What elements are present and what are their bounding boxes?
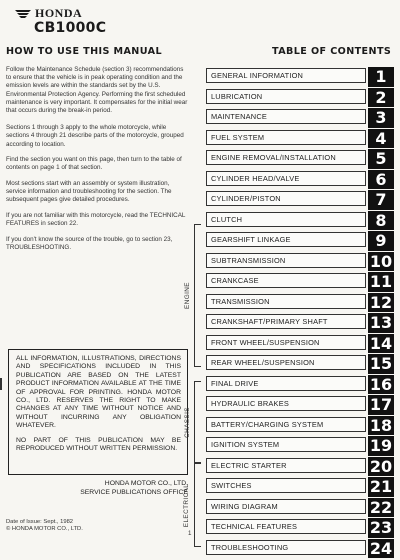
toc-item[interactable]	[206, 273, 394, 294]
toc-item-number[interactable]: 9	[368, 231, 394, 251]
toc-item-number[interactable]: 1	[368, 67, 394, 87]
publisher-office: SERVICE PUBLICATIONS OFFICE	[6, 489, 188, 498]
toc-item[interactable]	[206, 89, 394, 110]
toc-item-label[interactable]: ENGINE REMOVAL/INSTALLATION	[206, 150, 366, 165]
toc-item-label[interactable]: GEARSHIFT LINKAGE	[206, 232, 366, 247]
toc-item[interactable]	[206, 68, 394, 89]
how-to-paragraph: Follow the Maintenance Schedule (section 3) recommendations to ensure that the vehicle is in peak operating condition and the emission levels are within the standards set by the U.S. Environmental Protection Agency. Performing the first scheduled maintenance is very important. It compensates for the initial wear that occurs during the break-in period.	[6, 66, 188, 115]
toc-item-label[interactable]: MAINTENANCE	[206, 109, 366, 124]
toc-item-label[interactable]: FINAL DRIVE	[206, 376, 366, 391]
toc-item-label[interactable]: CLUTCH	[206, 212, 366, 227]
how-to-paragraph: Sections 1 through 3 apply to the whole motorcycle, while sections 4 through 21 describe parts of the motorcycle, grouped according to location.	[6, 124, 188, 149]
toc-item[interactable]	[206, 232, 394, 253]
how-to-text	[6, 66, 188, 260]
toc-item[interactable]	[206, 519, 394, 540]
toc-item-number[interactable]: 13	[368, 313, 394, 333]
engine-group-bracket	[194, 224, 201, 367]
page-number: 1	[188, 530, 191, 537]
notice-paragraph: ALL INFORMATION, ILLUSTRATIONS, DIRECTIONS AND SPECIFICATIONS INCLUDED IN THIS PUBLICATION ARE BASED ON THE LATEST PRODUCT INFORMATION AVAILABLE AT THE TIME OF APPROVAL FOR PRINTING. HONDA MOTOR CO., LTD. RESERVES THE RIGHT TO MAKE CHANGES AT ANY TIME WITHOUT NOTICE AND WITHOUT INCURRING ANY OBLIGATION WHATEVER.	[16, 355, 181, 431]
toc-item-label[interactable]: CRANKSHAFT/PRIMARY SHAFT	[206, 314, 366, 329]
toc-item[interactable]	[206, 335, 394, 356]
toc-item-label[interactable]: WIRING DIAGRAM	[206, 499, 366, 514]
electrical-group-label: ELECTRICAL	[181, 463, 193, 547]
toc-item[interactable]	[206, 191, 394, 212]
toc-item-label[interactable]: LUBRICATION	[206, 89, 366, 104]
toc-item[interactable]	[206, 458, 394, 479]
toc-item-label[interactable]: SUBTRANSMISSION	[206, 253, 366, 268]
toc-item-number[interactable]: 14	[368, 334, 394, 354]
toc-item[interactable]	[206, 417, 394, 438]
edge-mark	[0, 378, 2, 390]
toc-item-number[interactable]: 12	[368, 293, 394, 313]
toc-item-number[interactable]: 4	[368, 129, 394, 149]
brand-name: HONDA	[35, 6, 82, 21]
electrical-group-bracket	[194, 463, 201, 547]
toc-item-label[interactable]: TECHNICAL FEATURES	[206, 519, 366, 534]
notice-paragraph: NO PART OF THIS PUBLICATION MAY BE REPRODUCED WITHOUT WRITTEN PERMISSION.	[16, 437, 181, 454]
toc-item-number[interactable]: 24	[368, 539, 394, 559]
toc-item-label[interactable]: ELECTRIC STARTER	[206, 458, 366, 473]
toc-item-label[interactable]: CYLINDER HEAD/VALVE	[206, 171, 366, 186]
toc-title: TABLE OF CONTENTS	[272, 46, 391, 57]
toc-item-number[interactable]: 11	[368, 272, 394, 292]
toc-item-number[interactable]: 10	[368, 252, 394, 272]
honda-logo	[14, 6, 124, 21]
toc-item-label[interactable]: FUEL SYSTEM	[206, 130, 366, 145]
how-to-paragraph: If you are not familiar with this motorcycle, read the TECHNICAL FEATURES in section 22.	[6, 212, 188, 228]
toc-item[interactable]	[206, 396, 394, 417]
toc-item[interactable]	[206, 499, 394, 520]
publisher-signature	[6, 480, 188, 497]
toc-item-number[interactable]: 22	[368, 498, 394, 518]
toc-item[interactable]	[206, 130, 394, 151]
toc-item-label[interactable]: SWITCHES	[206, 478, 366, 493]
toc-item-number[interactable]: 23	[368, 518, 394, 538]
toc-item-label[interactable]: CYLINDER/PISTON	[206, 191, 366, 206]
toc-item-label[interactable]: BATTERY/CHARGING SYSTEM	[206, 417, 366, 432]
toc-item-label[interactable]: IGNITION SYSTEM	[206, 437, 366, 452]
toc-item[interactable]	[206, 171, 394, 192]
how-to-paragraph: Most sections start with an assembly or system illustration, service information and troubleshooting for the section. The subsequent pages give detailed procedures.	[6, 180, 188, 205]
toc-item-number[interactable]: 17	[368, 395, 394, 415]
toc-item[interactable]	[206, 540, 394, 560]
toc-item[interactable]	[206, 294, 394, 315]
toc-item[interactable]	[206, 109, 394, 130]
toc-item-number[interactable]: 19	[368, 436, 394, 456]
toc-item-number[interactable]: 15	[368, 354, 394, 374]
toc-item-number[interactable]: 6	[368, 170, 394, 190]
chassis-group-bracket	[194, 381, 201, 463]
toc-item-label[interactable]: REAR WHEEL/SUSPENSION	[206, 355, 366, 370]
toc-item-number[interactable]: 20	[368, 457, 394, 477]
footer	[6, 519, 83, 534]
toc-item-number[interactable]: 18	[368, 416, 394, 436]
toc-item-number[interactable]: 5	[368, 149, 394, 169]
toc-item-label[interactable]: FRONT WHEEL/SUSPENSION	[206, 335, 366, 350]
how-to-paragraph: Find the section you want on this page, then turn to the table of contents on page 1 of that section.	[6, 156, 188, 172]
brand-header	[14, 6, 124, 38]
toc-item-number[interactable]: 16	[368, 375, 394, 395]
toc-item[interactable]	[206, 212, 394, 233]
model-name: CB1000C	[34, 21, 124, 35]
toc-item-label[interactable]: HYDRAULIC BRAKES	[206, 396, 366, 411]
how-to-title: HOW TO USE THIS MANUAL	[6, 46, 162, 57]
toc-item[interactable]	[206, 314, 394, 335]
toc-item-label[interactable]: GENERAL INFORMATION	[206, 68, 366, 83]
how-to-paragraph: If you don't know the source of the trouble, go to section 23, TROUBLESHOOTING.	[6, 236, 188, 252]
toc-item-number[interactable]: 2	[368, 88, 394, 108]
toc-item[interactable]	[206, 253, 394, 274]
toc-item[interactable]	[206, 437, 394, 458]
honda-wing-icon	[14, 8, 32, 19]
engine-group-label: ENGINE	[181, 224, 193, 367]
copyright: © HONDA MOTOR CO., LTD.	[6, 526, 83, 533]
toc-item-number[interactable]: 8	[368, 211, 394, 231]
chassis-group-label: CHASSIS	[181, 381, 193, 463]
toc-item[interactable]	[206, 150, 394, 171]
toc-item[interactable]	[206, 376, 394, 397]
toc-item-label[interactable]: CRANKCASE	[206, 273, 366, 288]
toc-item-label[interactable]: TROUBLESHOOTING	[206, 540, 366, 555]
toc-item-number[interactable]: 21	[368, 477, 394, 497]
toc-item-number[interactable]: 7	[368, 190, 394, 210]
notice-box	[8, 349, 188, 475]
issue-date: Date of Issue: Sept., 1982	[6, 519, 83, 526]
publisher-name: HONDA MOTOR CO., LTD.	[6, 480, 188, 489]
toc-item[interactable]	[206, 355, 394, 376]
toc-item[interactable]	[206, 478, 394, 499]
toc-item-label[interactable]: TRANSMISSION	[206, 294, 366, 309]
toc-item-number[interactable]: 3	[368, 108, 394, 128]
